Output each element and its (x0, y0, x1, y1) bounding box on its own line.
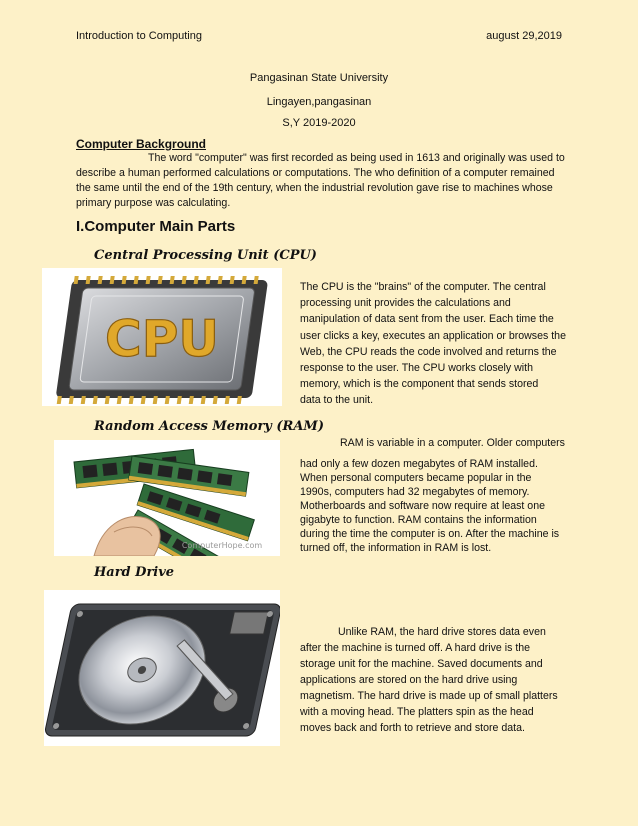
cpu-line-2: processing unit provides the calculations and (300, 297, 511, 309)
ram-line-2: had only a few dozen megabytes of RAM installed. (300, 458, 538, 470)
ram-line-5: Motherboards and software now require at least one (300, 500, 545, 512)
ram-watermark: ComputerHope.com (181, 541, 263, 550)
school-year: S,Y 2019-2020 (282, 117, 356, 129)
cpu-line-7: memory, which is the component that sends stored (300, 378, 539, 390)
ram-image (54, 440, 280, 556)
cpu-title: Central Processing Unit (CPU) (94, 248, 317, 263)
main-parts-title: I.Computer Main Parts (76, 218, 236, 235)
hd-line-6: with a moving head. The platters spin as the head (300, 706, 534, 718)
ram-line-7: during the time the computer is on. After the machine is (300, 528, 560, 540)
hd-line-5: magnetism. The hard drive is made up of small platters (300, 690, 558, 702)
hd-line-7: moves back and forth to retrieve and store data. (300, 722, 525, 734)
hd-line-2: after the machine is turned off. A hard drive is the (300, 642, 531, 654)
ram-line-8: turned off, the information in RAM is lost. (300, 542, 492, 554)
cpu-image (42, 268, 282, 406)
hard-drive-title: Hard Drive (94, 565, 175, 580)
ram-line-1: RAM is variable in a computer. Older computers (340, 437, 565, 449)
header-left: Introduction to Computing (76, 30, 202, 42)
location: Lingayen,pangasinan (266, 96, 372, 108)
hd-line-1: Unlike RAM, the hard drive stores data even (338, 626, 546, 638)
cpu-line-1: The CPU is the "brains" of the computer. The central (300, 281, 546, 293)
background-line-3: the same until the end of the 19th century, when the industrial revolution gave rise to machines whose (76, 182, 553, 194)
university-name: Pangasinan State University (249, 72, 389, 84)
ram-title: Random Access Memory (RAM) (94, 419, 324, 434)
ram-line-4: 1990s, computers had 32 megabytes of memory. (300, 486, 530, 498)
cpu-line-4: user clicks a key, executes an application or browses the (300, 330, 566, 342)
cpu-line-6: response to the user. The CPU works closely with (300, 362, 533, 374)
cpu-line-8: data to the unit. (300, 394, 374, 406)
header-right: august 29,2019 (486, 30, 562, 42)
hd-line-4: applications are stored on the hard drive using (300, 674, 518, 686)
background-heading: Computer Background (76, 137, 207, 151)
ram-line-6: gigabyte to function. RAM contains the information (300, 514, 537, 526)
hd-line-3: storage unit for the machine. Saved documents and (300, 658, 543, 670)
cpu-line-3: manipulation of data sent from the user. Each time the (300, 313, 554, 325)
hard-drive-image (44, 590, 280, 746)
ram-line-3: When personal computers became popular in the (300, 472, 532, 484)
cpu-chip-label: CPU (105, 310, 219, 368)
background-line-2: describe a human performed calculations or computations. The who definition of a computer remained (76, 167, 555, 179)
background-line-4: primary purpose was calculating. (76, 197, 231, 209)
background-line-1: The word "computer" was first recorded as being used in 1613 and originally was used to (148, 152, 565, 164)
cpu-line-5: Web, the CPU reads the code involved and returns the (300, 346, 557, 358)
